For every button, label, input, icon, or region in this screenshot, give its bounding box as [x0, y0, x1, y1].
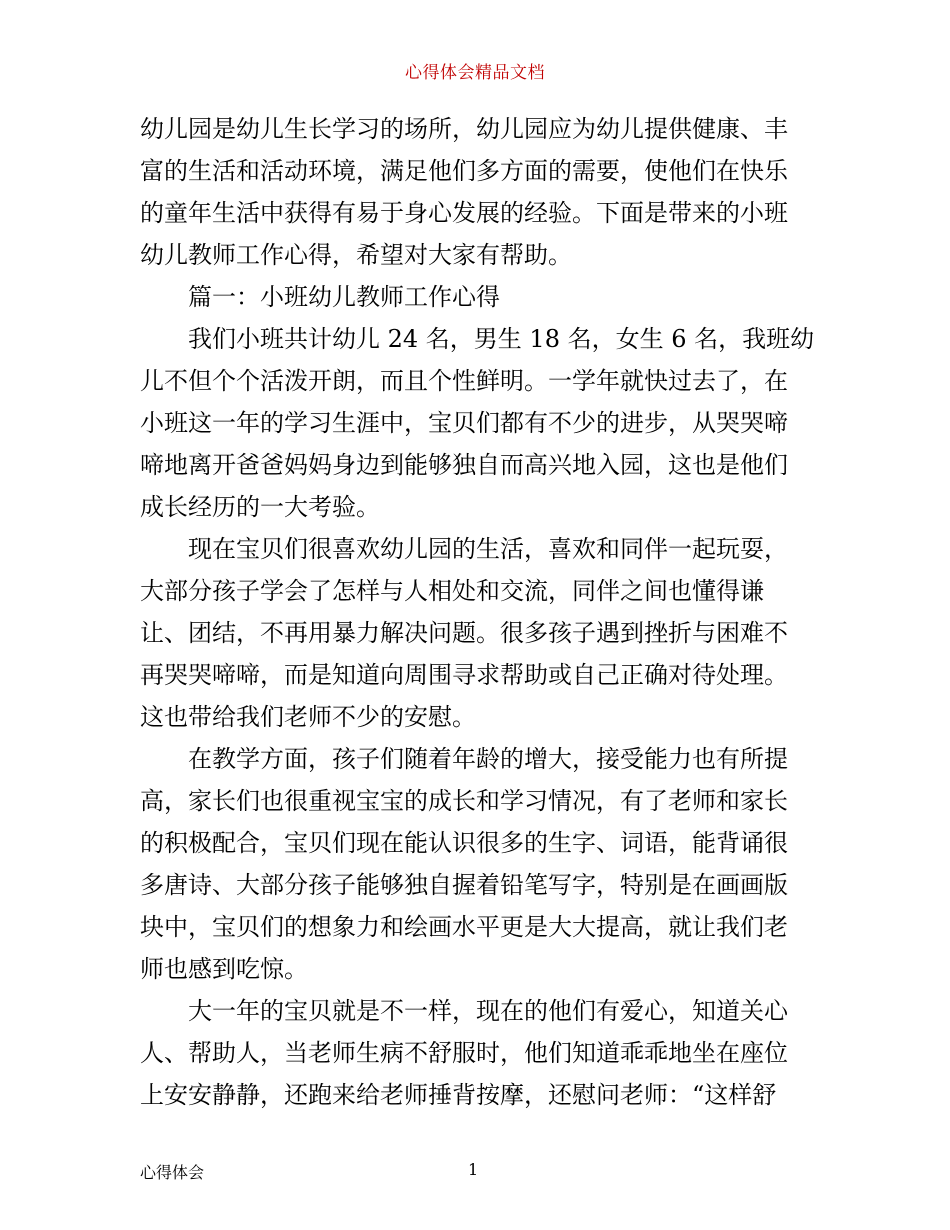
text-line: 师也感到吃惊。 — [140, 955, 308, 983]
text-line: 的积极配合，宝贝们现在能认识很多的生字、词语，能背诵很 — [140, 829, 788, 857]
text-line: 块中，宝贝们的想象力和绘画水平更是大大提高，就让我们老 — [140, 913, 788, 941]
page-header-title: 心得体会精品文档 — [405, 63, 545, 83]
text-line: 幼儿园是幼儿生长学习的场所，幼儿园应为幼儿提供健康、丰 — [140, 115, 788, 143]
text-line: 在教学方面，孩子们随着年龄的增大，接受能力也有所提 — [188, 745, 788, 773]
text-line: 上安安静静，还跑来给老师捶背按摩，还慰问老师：“这样舒 — [140, 1081, 777, 1109]
text-line: 现在宝贝们很喜欢幼儿园的生活，喜欢和同伴一起玩耍， — [188, 535, 788, 563]
text-line: 小班这一年的学习生涯中，宝贝们都有不少的进步，从哭哭啼 — [140, 409, 788, 437]
text-line: 啼地离开爸爸妈妈身边到能够独自而高兴地入园，这也是他们 — [140, 451, 788, 479]
text-line: 幼儿教师工作心得，希望对大家有帮助。 — [140, 241, 572, 269]
document-body — [140, 108, 815, 1116]
text-line: 成长经历的一大考验。 — [140, 493, 380, 521]
page-number: 1 — [468, 1160, 479, 1179]
text-line: 人、帮助人，当老师生病不舒服时，他们知道乖乖地坐在座位 — [140, 1039, 788, 1067]
text-line: 大一年的宝贝就是不一样，现在的他们有爱心，知道关心 — [188, 997, 788, 1025]
text-line: 多唐诗、大部分孩子能够独自握着铅笔写字，特别是在画画版 — [140, 871, 788, 899]
text-line: 让、团结，不再用暴力解决问题。很多孩子遇到挫折与困难不 — [140, 619, 788, 647]
text-line: 篇一：小班幼儿教师工作心得 — [188, 283, 500, 311]
text-line: 大部分孩子学会了怎样与人相处和交流，同伴之间也懂得谦 — [140, 577, 764, 605]
text-line: 高，家长们也很重视宝宝的成长和学习情况，有了老师和家长 — [140, 787, 788, 815]
text-line: 富的生活和活动环境，满足他们多方面的需要，使他们在快乐 — [140, 157, 788, 185]
text-line: 再哭哭啼啼，而是知道向周围寻求帮助或自己正确对待处理。 — [140, 661, 788, 689]
text-line: 儿不但个个活泼开朗，而且个性鲜明。一学年就快过去了，在 — [140, 367, 788, 395]
text-line: 的童年生活中获得有易于身心发展的经验。下面是带来的小班 — [140, 199, 788, 227]
text-line: 我们小班共计幼儿 24 名，男生 18 名，女生 6 名，我班幼 — [188, 325, 815, 353]
text-line: 这也带给我们老师不少的安慰。 — [140, 703, 476, 731]
footer-label: 心得体会 — [140, 1163, 205, 1182]
